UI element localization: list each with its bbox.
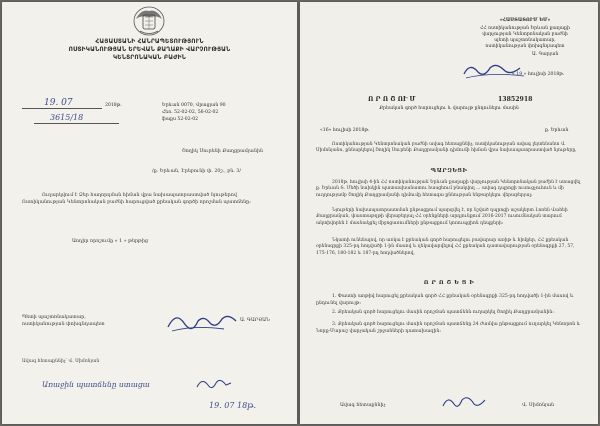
approval-signer: Ա. Գարյան <box>532 52 559 57</box>
attachment-note: Առդիր որոշումը « 1 » թերթից <box>72 239 148 244</box>
section-heading-decided: Ո Ր Ո Շ Ե Ց Ի <box>423 280 475 286</box>
left-document-page <box>2 2 297 424</box>
outgoing-year: 2018թ. <box>105 103 122 108</box>
decision-intro: Ոստիկանության Կենտրոնական բաժնի ավագ հետաքննիչ, ոստիկանության ավագ լեյտենանտ Վ. Սիմոնյանս, քննարկելով Շողիկ Սուրենի Քաղցրամյանի դիմումի հիման վրա նախապատրաստված նյութերը, <box>316 142 577 154</box>
contact-phone: Հեռ. 52-02-02, 56-02-02 <box>162 110 219 115</box>
decision-subtitle: Քրեական գործ հարուցելու և վարույթ ընդունելու մասին <box>379 106 519 111</box>
facts-paragraph-1: 2018թ. հուլիսի 4-ին ՀՀ ոստիկանության Երևան քաղաքի վարչության Կենտրոնական բաժին է ստացվել ք. Երևան Տ. Մեծի նախկին պատասխանատու հասցեում բնակվող ... ավագ դպրոցի ուսուցչուհուն և մի ուղղությամբ Շողիկ Քաղցրամյանի դիմումը հետագա քննության ենթարկելու վերաբերյալ: <box>316 180 581 198</box>
coat-of-arms-emblem <box>131 5 167 37</box>
approval-signature <box>460 58 530 82</box>
recipient-signature <box>194 375 234 393</box>
approval-line-4: ոստիկանության փոխգնդապետ <box>485 44 565 49</box>
handwritten-date: 19. 07 <box>44 98 73 108</box>
handwritten-outgoing-number: 3615/18 <box>50 113 84 122</box>
handwritten-receipt-note: Առաջին պատճենը ստացա <box>42 380 150 389</box>
handwritten-receipt-date: 19. 07 18թ. <box>209 401 257 410</box>
decision-executor-name: Վ. Սիմոնյան <box>522 403 555 408</box>
recipient-name: Շողիկ Սուրենի Քաղցրամյանին <box>182 149 263 154</box>
cover-letter-body: Ուղարկվում է Ձեր հաղորդման հիման վրա նախապատրաստված նյութերով Ոստիկանության Կենտրոնական բաժնի հարուցված քրեական գործի որոշման պատճենը: <box>22 193 251 206</box>
resolution-3: 3. Քրեական գործ հարուցելու մասին որոշման պատճենը 24 ժամվա ընթացքում ուղարկել Կենտրոն և Նորք-Մարաշ վարչական շրջանների դատախազին: <box>316 322 581 334</box>
facts-paragraph-3: Նկատի ունենալով, որ առկա է քրեական գործ հարուցելու բավարար առիթ և հիմքեր, ՀՀ քրեական օրենսգրքի 325-րդ հոդվածի 1-ին մասով և ղեկավարվելով ՀՀ քրեական դատավարության օրենսգրքի 27, 57, 175-176, 180-182 և 187-րդ հոդվածներով, <box>316 238 575 256</box>
decision-date: «16» հուլիսի 2018թ. <box>320 128 370 133</box>
facts-paragraph-2: Նյութերի նախապատրաստման ընթացքում պարզվել է, որ նշված դպրոցի աշակերտ Լոռեն Վահեի Քաղցրամյան, փաստաթղթի վերաբերյալ ՀՀ օրենքների արդյունքում 2016-2017 ուսումնական տարում ակտիվորեն է մասնակցել միջոցառումների ընթացքում կոռուպցիոն դեպքերի: <box>316 208 568 226</box>
agency-header-line-2: ՈՍՏԻԿԱՆՈՒԹՅԱՆ ԵՐԵՎԱՆ ՔԱՂԱՔԻ ՎԱՐՉՈՒԹՅԱՆ <box>68 47 231 53</box>
contact-address: Երևան 0070, Վրացյան 90 <box>162 103 226 108</box>
recipient-address: /ք. Երևան, Էրեբունի փ. 20շ., բն. 3/ <box>152 169 242 174</box>
approval-stamp-title: «ՀԱՍՏԱՏՈՒՄ ԵՄ» <box>499 18 551 23</box>
agency-header-line-1: ՀԱՅԱՍՏԱՆԻ ՀԱՆՐԱՊԵՏՈՒԹՅՈՒՆ <box>95 39 204 45</box>
approval-line-1: ՀՀ ոստիկանության Երևան քաղաքի <box>480 26 570 31</box>
executor-note: Ավագ հետաքննիչ՝ Վ. Սիմոնյան <box>22 359 100 364</box>
right-document-page <box>300 2 598 424</box>
executor-signature <box>440 392 488 412</box>
agency-header-line-3: ԿԵՆՏՐՈՆԱԿԱՆ ԲԱԺԻՆ <box>112 55 187 61</box>
decision-title: Ո Ր Ո Շ ՈՒ Մ <box>368 96 416 103</box>
contact-fax: ֆաքս 52-02-02 <box>162 117 199 122</box>
decision-number: 13852918 <box>498 96 533 103</box>
resolution-2: 2. Քրեական գործ հարուցելու մասին որոշման պատճենն ուղարկել Շողիկ Քաղցրամյանին: <box>332 310 554 315</box>
approval-date: « 19 » հուլիսի 2018թ. <box>512 72 565 77</box>
decision-executor-title: Ավագ հետաքննիչ <box>340 403 386 408</box>
signer-name: Ա. ԳԱՐՅԱՆ <box>240 318 270 323</box>
approval-line-2: վարչության Կենտրոնական բաժնի <box>482 32 568 37</box>
signer-position-2: ոստիկանության փոխգնդապետ <box>22 322 105 327</box>
decision-city: ք. Երևան <box>545 128 569 133</box>
resolution-1: 1. Փաստի առթիվ հարուցել քրեական գործ ՀՀ քրեական օրենսգրքի 325-րդ հոդվածի 1-ին մասով և ընդունել վարույթ: <box>316 294 574 306</box>
signer-position-1: Պետի պաշտոնակատար, <box>22 315 86 320</box>
handwritten-signature <box>164 307 244 337</box>
approval-line-3: պետի պաշտոնակատար, <box>494 38 556 43</box>
section-heading-found: ՊԱՐԶԵՑԻ <box>430 168 468 174</box>
